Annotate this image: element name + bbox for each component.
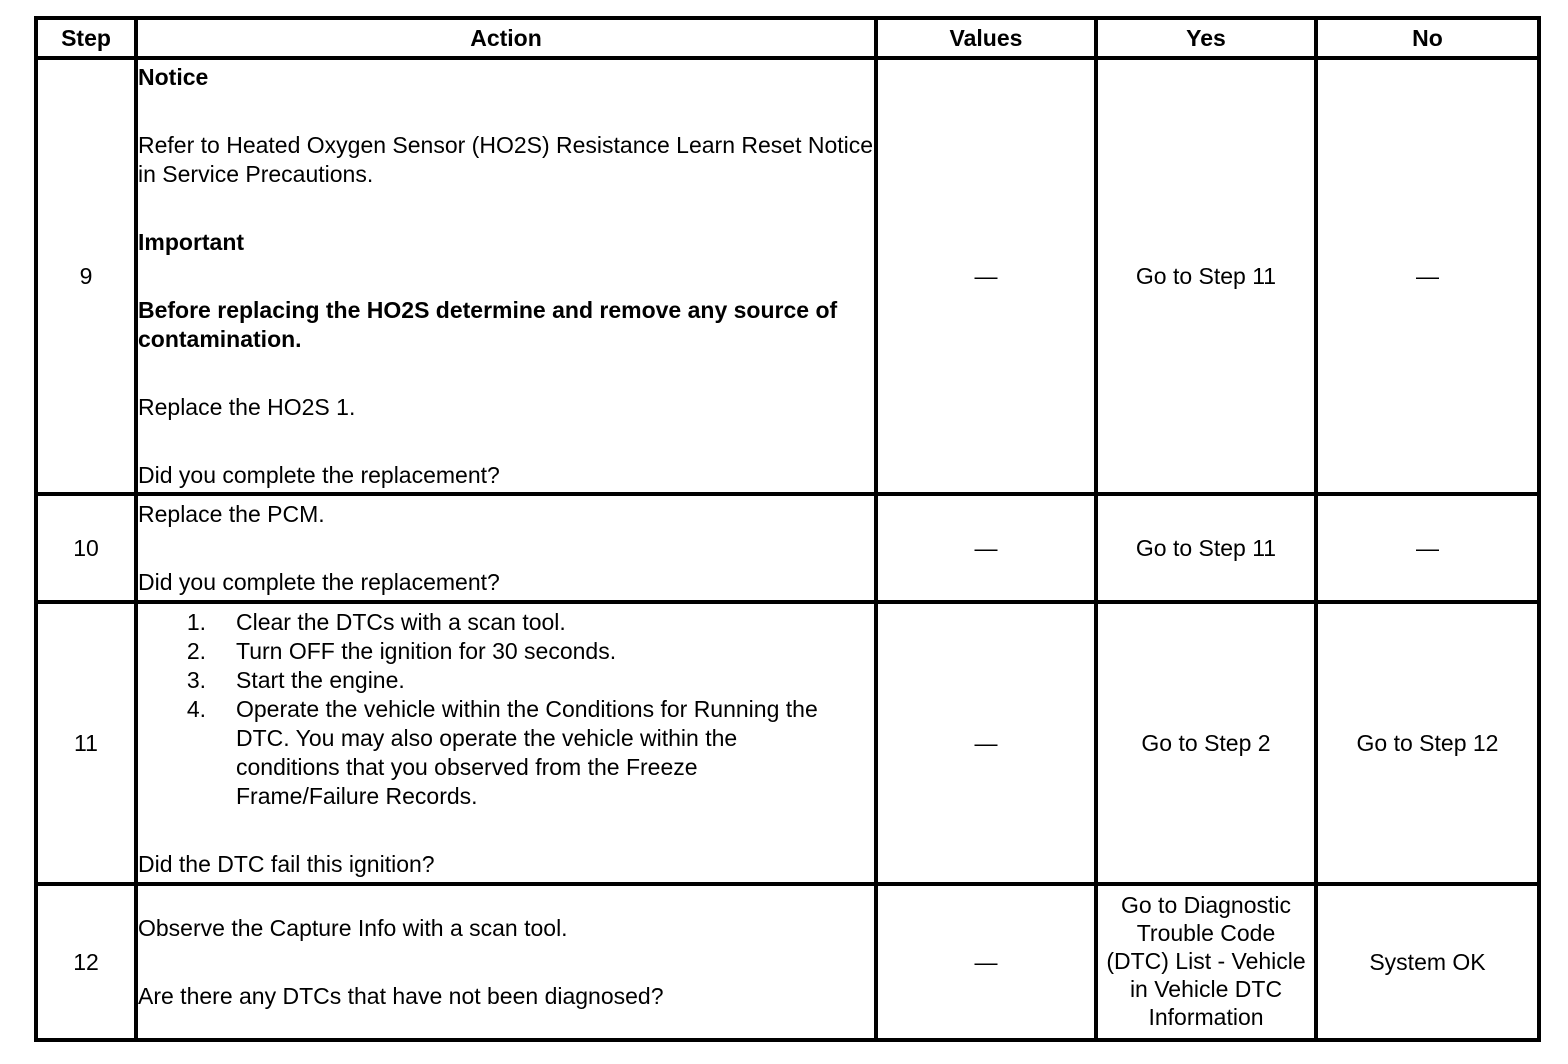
table-header-row bbox=[36, 18, 1539, 58]
instruction-text: Observe the Capture Info with a scan tool. bbox=[138, 914, 568, 941]
step-number: 12 bbox=[36, 884, 136, 1040]
action-cell bbox=[136, 58, 876, 494]
no-cell: Go to Step 12 bbox=[1316, 602, 1539, 884]
question-text: Did the DTC fail this ignition? bbox=[138, 850, 435, 877]
yes-cell: Go to Step 2 bbox=[1096, 602, 1316, 884]
table-row-step-11 bbox=[36, 602, 1539, 884]
list-item-text: Start the engine. bbox=[236, 666, 405, 693]
important-heading: Important bbox=[138, 228, 245, 255]
table-row-step-9 bbox=[36, 58, 1539, 494]
list-item bbox=[138, 695, 874, 811]
action-cell bbox=[136, 884, 876, 1040]
list-item-number: 1. bbox=[186, 608, 206, 635]
no-cell: — bbox=[1316, 58, 1539, 494]
list-item-text: Operate the vehicle within the Conditions for Running the DTC. You may also operate the vehicle within the conditions that you observed from the Freeze Frame/Failure Records. bbox=[236, 695, 818, 809]
procedure-list bbox=[138, 608, 874, 811]
no-cell: System OK bbox=[1316, 884, 1539, 1040]
list-item bbox=[138, 637, 874, 666]
table-row-step-10 bbox=[36, 494, 1539, 602]
list-item bbox=[138, 666, 874, 695]
important-text: Before replacing the HO2S determine and remove any source of contamination. bbox=[138, 296, 838, 352]
notice-text: Refer to Heated Oxygen Sensor (HO2S) Resistance Learn Reset Notice in Service Precautions. bbox=[138, 131, 874, 187]
diagnostic-table bbox=[34, 16, 1541, 1042]
action-cell bbox=[136, 494, 876, 602]
header-yes: Yes bbox=[1096, 18, 1316, 58]
notice-heading: Notice bbox=[138, 63, 209, 90]
step-number: 11 bbox=[36, 602, 136, 884]
instruction-text: Replace the PCM. bbox=[138, 500, 325, 527]
values-cell: — bbox=[876, 494, 1096, 602]
yes-cell: Go to Step 11 bbox=[1096, 494, 1316, 602]
question-text: Did you complete the replacement? bbox=[138, 461, 500, 488]
values-cell: — bbox=[876, 602, 1096, 884]
header-values: Values bbox=[876, 18, 1096, 58]
list-item-text: Turn OFF the ignition for 30 seconds. bbox=[236, 637, 617, 664]
list-item-text: Clear the DTCs with a scan tool. bbox=[236, 608, 566, 635]
table-row-step-12 bbox=[36, 884, 1539, 1040]
header-action: Action bbox=[136, 18, 876, 58]
instruction-text: Replace the HO2S 1. bbox=[138, 393, 356, 420]
list-item-number: 3. bbox=[186, 666, 206, 693]
header-step: Step bbox=[36, 18, 136, 58]
values-cell: — bbox=[876, 884, 1096, 1040]
question-text: Did you complete the replacement? bbox=[138, 568, 500, 595]
yes-cell: Go to Diagnostic Trouble Code (DTC) List - Vehicle in Vehicle DTC Information bbox=[1096, 884, 1316, 1040]
list-item-number: 4. bbox=[186, 695, 206, 722]
question-text: Are there any DTCs that have not been diagnosed? bbox=[138, 982, 664, 1009]
list-item-number: 2. bbox=[186, 637, 206, 664]
header-no: No bbox=[1316, 18, 1539, 58]
no-cell: — bbox=[1316, 494, 1539, 602]
step-number: 10 bbox=[36, 494, 136, 602]
action-cell bbox=[136, 602, 876, 884]
values-cell: — bbox=[876, 58, 1096, 494]
yes-cell: Go to Step 11 bbox=[1096, 58, 1316, 494]
step-number: 9 bbox=[36, 58, 136, 494]
list-item bbox=[138, 608, 874, 637]
